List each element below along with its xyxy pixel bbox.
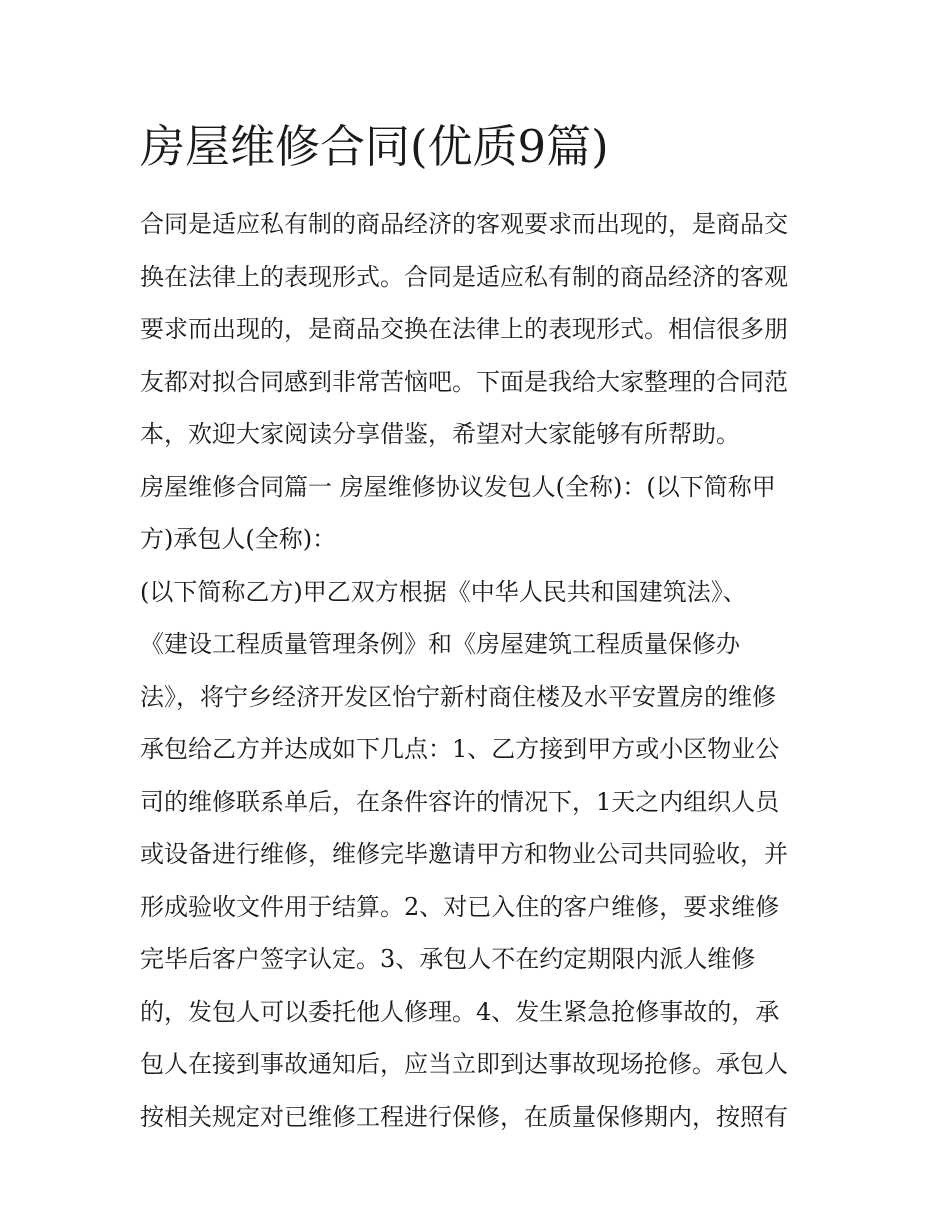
body-line: 或设备进行维修，维修完毕邀请甲方和物业公司共同验收，并 — [140, 840, 788, 868]
document-title: 房屋维修合同(优质9篇) — [140, 120, 609, 173]
body-line: 《建设工程质量管理条例》和《房屋建筑工程质量保修办 — [140, 630, 740, 658]
body-line: (以下简称乙方)甲乙双方根据《中华人民共和国建筑法》、 — [140, 577, 747, 606]
body-line: 房屋维修合同篇一 房屋维修协议发包人(全称)：(以下简称甲 — [140, 472, 776, 501]
body-line: 完毕后客户签字认定。3、承包人不在约定期限内派人维修 — [140, 945, 756, 973]
body-line: 司的维修联系单后，在条件容许的情况下，1天之内组织人员 — [140, 787, 780, 816]
body-line: 要求而出现的，是商品交换在法律上的表现形式。相信很多朋 — [140, 315, 788, 343]
body-line: 法》，将宁乡经济开发区怡宁新村商住楼及水平安置房的维修 — [140, 682, 776, 711]
body-line: 按相关规定对已维修工程进行保修，在质量保修期内，按照有 — [140, 1102, 788, 1131]
body-line: 方)承包人(全称)： — [140, 525, 337, 553]
document-body — [140, 198, 820, 1143]
body-line: 合同是适应私有制的商品经济的客观要求而出现的，是商品交 — [140, 210, 788, 238]
body-line: 包人在接到事故通知后，应当立即到达事故现场抢修。承包人 — [140, 1050, 788, 1078]
body-line: 形成验收文件用于结算。2、对已入住的客户维修，要求维修 — [140, 892, 780, 921]
body-line: 承包给乙方并达成如下几点：1、乙方接到甲方或小区物业公 — [140, 735, 780, 763]
body-line: 本，欢迎大家阅读分享借鉴，希望对大家能够有所帮助。 — [140, 420, 740, 448]
body-line: 的，发包人可以委托他人修理。4、发生紧急抢修事故的，承 — [140, 997, 780, 1026]
body-line: 友都对拟合同感到非常苦恼吧。下面是我给大家整理的合同范 — [140, 367, 788, 396]
body-line: 换在法律上的表现形式。合同是适应私有制的商品经济的客观 — [140, 262, 788, 291]
